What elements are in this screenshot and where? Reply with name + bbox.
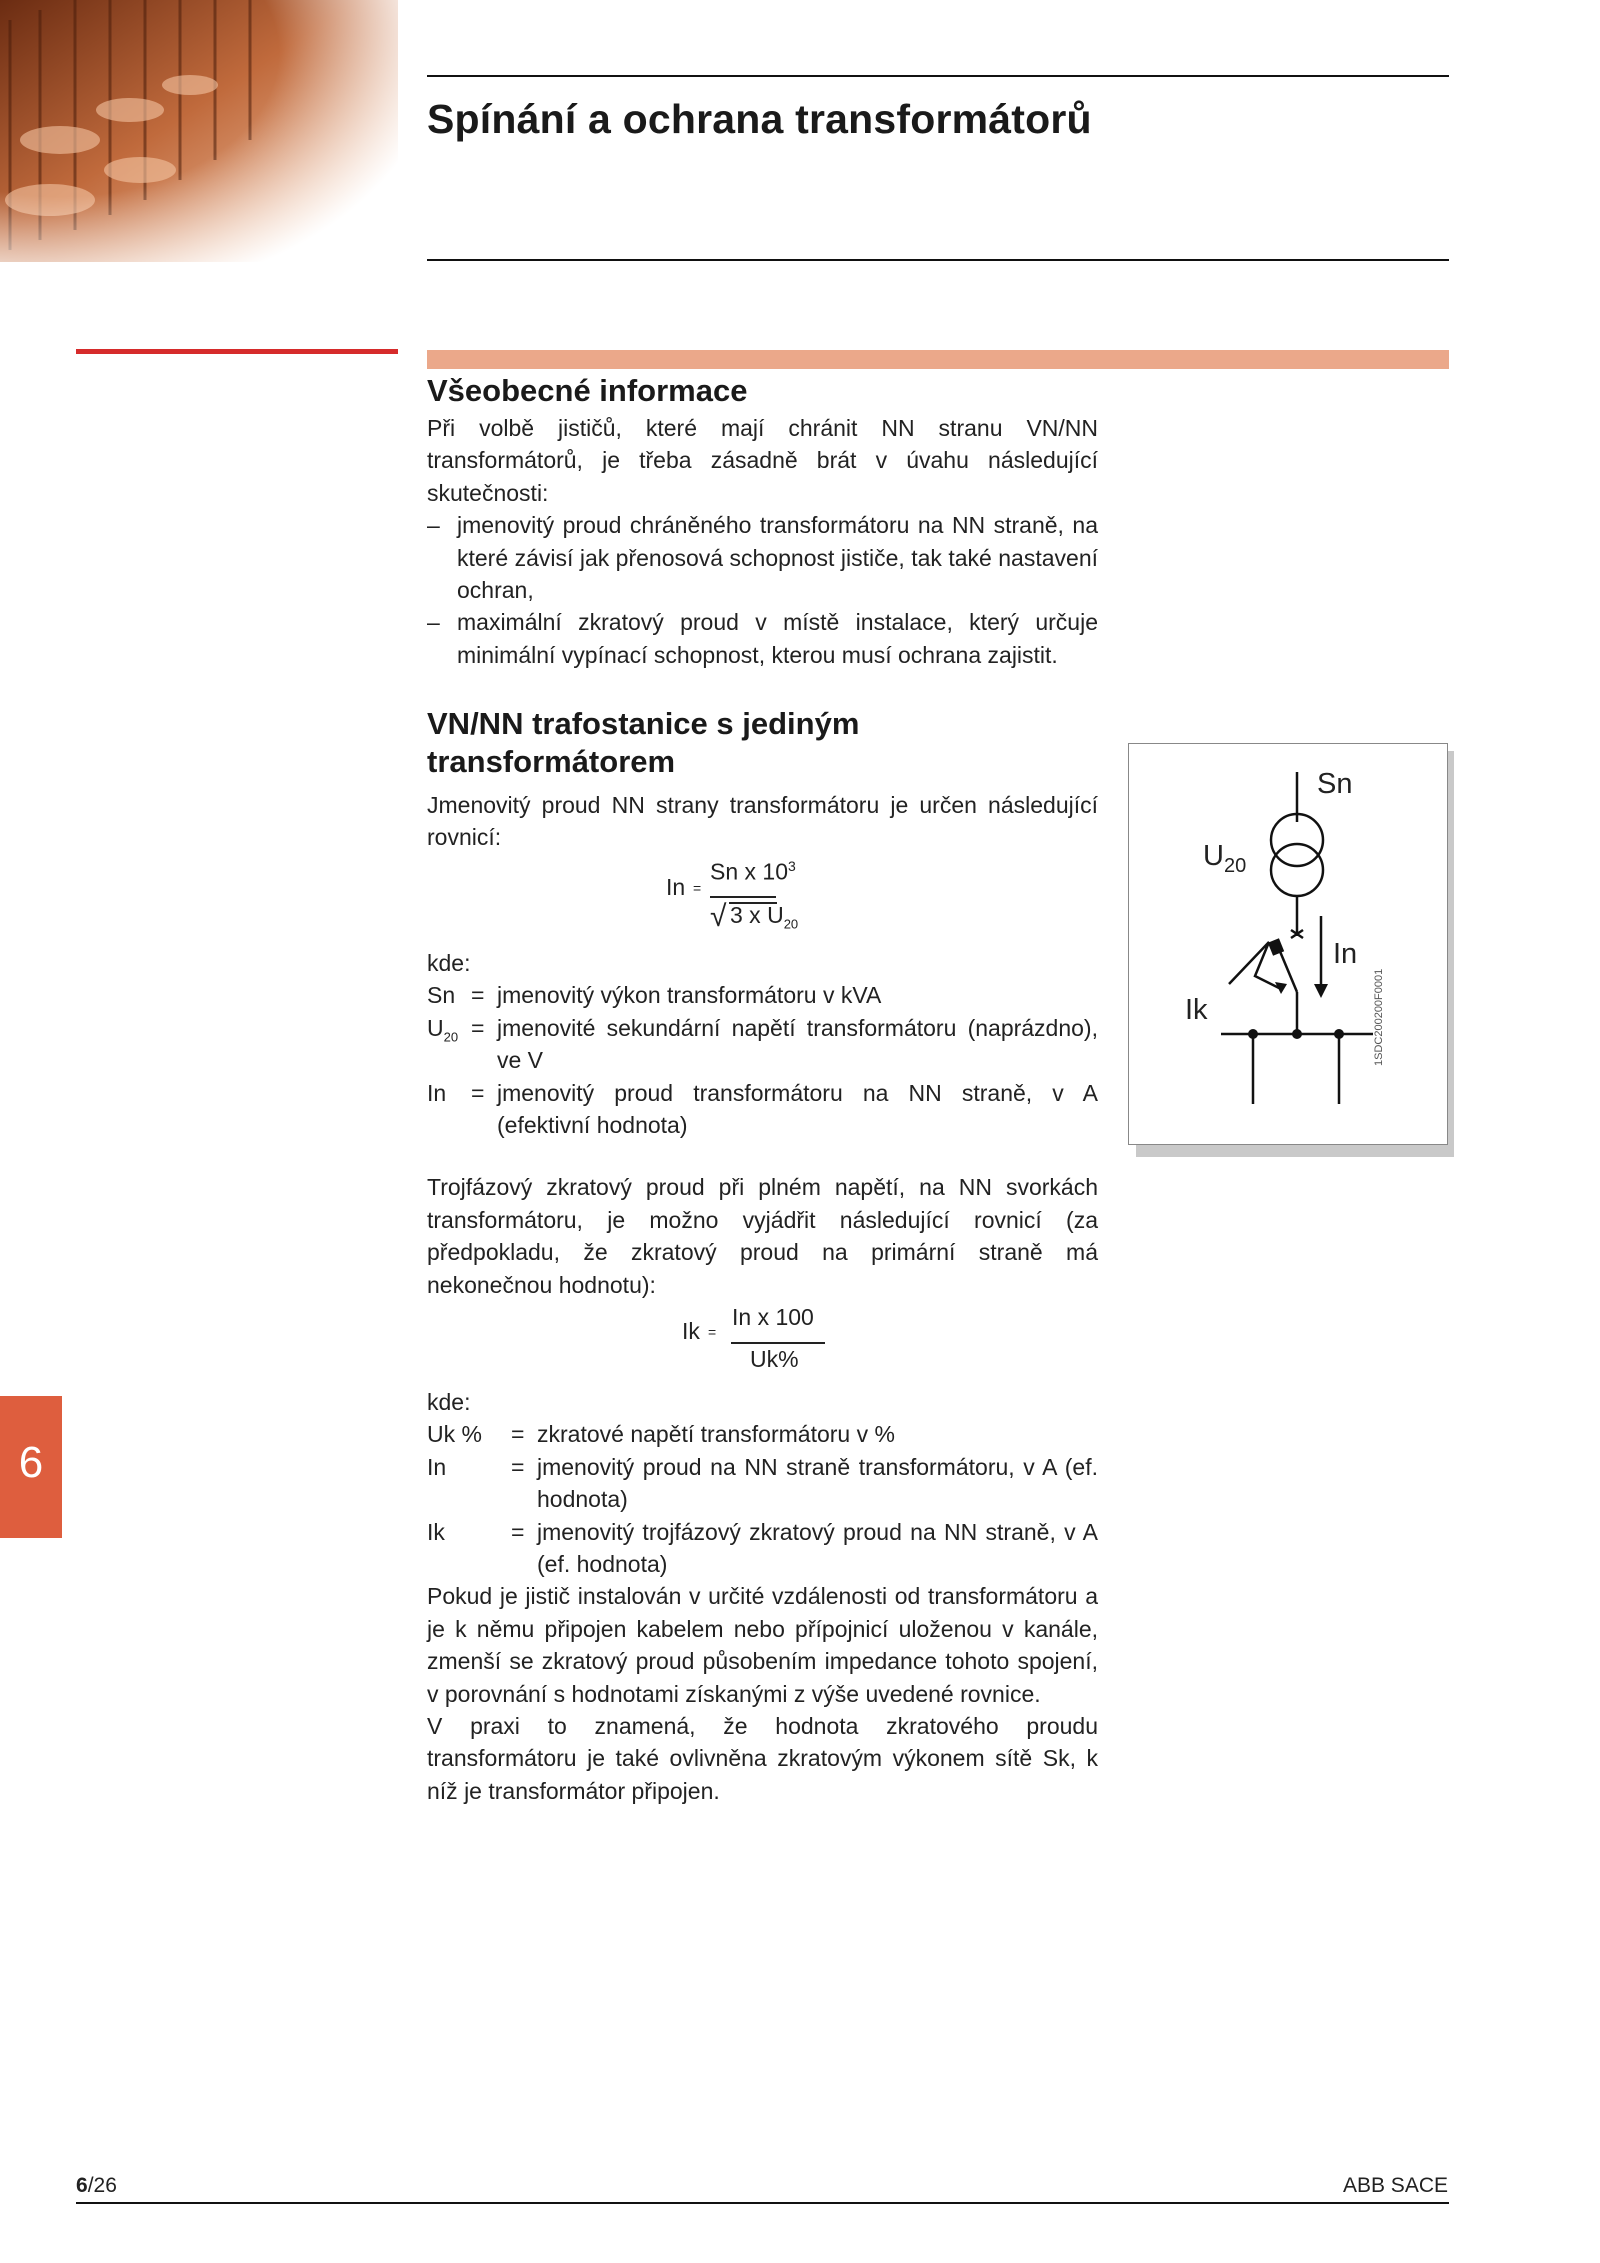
header-bottom-rule bbox=[427, 259, 1449, 261]
brand-name: ABB SACE bbox=[1342, 2174, 1448, 2197]
definitions-1: kde: Sn = jmenovitý výkon transformátoru v kVA $U_{20}$ = jmenovité sekundární napětí transformátoru (naprázdno), ve V In = jmenovitý proud transformátoru na NN straně, v A (efektivní hodnota) Trojfázový zkratový proud při plném napětí, na NN svorkách transformátoru, je možno vyjádřit následující rovnicí (za předpokladu, že zkratový proud na primární straně má nekonečnou hodnotu): bbox=[427, 947, 1098, 1301]
transformer-winding-secondary bbox=[1271, 844, 1323, 896]
definition-row: Uk % = zkratové napětí transformátoru v % bbox=[427, 1421, 895, 1448]
definitions-2: kde: Uk % = zkratové napětí transformátoru v % In = jmenovitý proud na NN straně transformátoru, v A (ef. hodnota) Ik = jmenovitý trojfázový zkratový proud na NN straně, v A (ef. hodnota) Pokud je jistič instalován v určité vzdálenosti od transformátoru a je k němu připojen kabelem nebo přípojnicí uloženou v kanále, zmenší se zkratový proud působením impedance tohoto spojení, v porovnání s hodnotami získanými z výše uvedené rovnice. V praxi to znamená, že hodnota zkratového proudu transformátoru je také ovlivněna zkratovým výkonem sítě Sk, k níž je transformátor připojen. bbox=[427, 1386, 1098, 1807]
section-general bbox=[427, 372, 1098, 671]
header-top-rule bbox=[427, 75, 1449, 77]
formula-in: In = Sn x $10^3$ √ 3 x $U_{20}$ bbox=[666, 858, 799, 933]
figure-code: 1SDC200200F0001 bbox=[1373, 968, 1385, 1066]
header-photo bbox=[0, 0, 398, 262]
section-single-transformer bbox=[427, 705, 1098, 854]
formula-ik: Ik = In x 100 Uk% bbox=[682, 1308, 832, 1378]
left-accent-line bbox=[76, 349, 398, 354]
paragraph: Při volbě jističů, které mají chránit NN stranu VN/NN transformátorů, je třeba zásadně brát v úvahu následující skutečnosti: bbox=[427, 415, 1098, 506]
label-sn: Sn bbox=[1317, 768, 1353, 800]
paragraph: Trojfázový zkratový proud při plném napětí, na NN svorkách transformátoru, je možno vyjádřit následující rovnicí (za předpokladu, že zkratový proud na primární straně má nekonečnou hodnotu): bbox=[427, 1174, 1098, 1298]
definition-row: In = jmenovitý proud na NN straně transformátoru, v A (ef. hodnota) bbox=[427, 1453, 1098, 1513]
root-sign: √ bbox=[710, 900, 727, 933]
label-in: In bbox=[1333, 938, 1358, 970]
section-heading: VN/NN trafostanice s jediným transformátorem bbox=[427, 706, 860, 779]
list-item: – maximální zkratový proud v místě instalace, který určuje minimální vypínací schopnost, kterou musí ochrana zajistit. bbox=[427, 609, 1098, 668]
paragraph: Jmenovitý proud NN strany transformátoru je určen následující rovnicí: bbox=[427, 792, 1098, 851]
paragraph: V praxi to znamená, že hodnota zkratového proudu transformátoru je také ovlivněna zkratovým výkonem sítě Sk, k níž je transformátor připojen. bbox=[427, 1713, 1098, 1804]
page-title: Spínání a ochrana transformátorů bbox=[427, 96, 1092, 142]
definition-row: In = jmenovitý proud transformátoru na NN straně, v A (efektivní hodnota) bbox=[427, 1079, 1098, 1139]
chapter-tab: 6 bbox=[0, 1396, 62, 1538]
label-ik: Ik bbox=[1185, 994, 1208, 1026]
paragraph: Pokud je jistič instalován v určité vzdálenosti od transformátoru a je k němu připojen kabelem nebo přípojnicí uloženou v kanále, zmenší se zkratový proud působením impedance tohoto spojení, v porovnání s hodnotami získanými z výše uvedené rovnice. bbox=[427, 1583, 1098, 1707]
fraction-line bbox=[710, 896, 776, 898]
definition-row: $U_{20}$ = jmenovité sekundární napětí transformátoru (naprázdno), ve V bbox=[427, 1014, 1098, 1074]
fraction-line bbox=[731, 1342, 825, 1344]
definition-row: Ik = jmenovitý trojfázový zkratový proud na NN straně, v A (ef. hodnota) bbox=[427, 1518, 1098, 1578]
section-heading: Všeobecné informace bbox=[427, 373, 748, 408]
transformer-diagram bbox=[1128, 743, 1448, 1145]
label-u20: $U_{20}$ bbox=[1203, 840, 1247, 877]
definition-row: Sn = jmenovitý výkon transformátoru v kVA bbox=[427, 982, 882, 1009]
footer-rule bbox=[76, 2202, 1449, 2204]
page-number: 6/26 bbox=[76, 2174, 117, 2197]
list-item: – jmenovitý proud chráněného transformátoru na NN straně, na které závisí jak přenosová schopnost jističe, tak také nastavení ochran, bbox=[427, 512, 1098, 604]
section-band bbox=[427, 350, 1449, 369]
